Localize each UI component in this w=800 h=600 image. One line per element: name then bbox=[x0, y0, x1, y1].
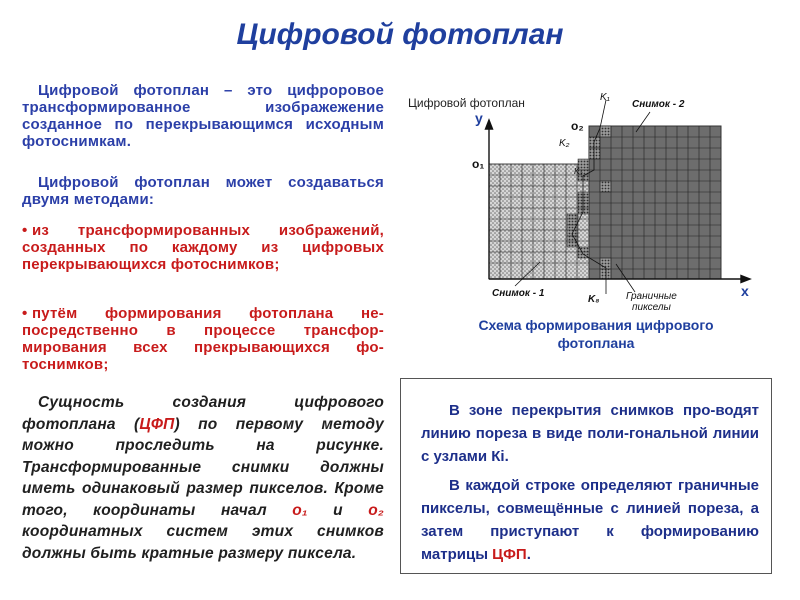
snapshot-2-label: Снимок - 2 bbox=[632, 99, 685, 110]
info-box-p2-text: В каждой строке определяют граничные пикселы, совмещённые с линией пореза, а затем приступают к формированию матрицы bbox=[421, 477, 759, 563]
info-box-paragraph-1: В зоне перекрытия снимков про-водят линию пореза в виде поли-гональной линии с узлами Кi. bbox=[421, 402, 759, 465]
bullet-icon: • bbox=[22, 305, 28, 322]
definition-text: Цифровой фотоплан – это цифроровое трансформированное изображежение созданное по перекрывающимся исходным фотоснимкам. bbox=[22, 82, 384, 150]
essence-o1: о₁ bbox=[292, 501, 308, 519]
essence-and: и bbox=[307, 501, 369, 519]
method-2-item bbox=[22, 305, 384, 373]
methods-text: Цифровой фотоплан может создаваться двумя методами: bbox=[22, 174, 384, 208]
page-title: Цифровой фотоплан bbox=[236, 18, 564, 51]
essence-text bbox=[22, 392, 384, 564]
essence-part-1: Сущность создания цифрового фотоплана ( bbox=[22, 394, 384, 433]
info-box-p2-end: . bbox=[526, 546, 531, 563]
info-box-paragraph-2 bbox=[421, 474, 759, 566]
essence-cfp: ЦФП bbox=[139, 415, 175, 433]
essence-part-2: ) по первому методу можно проследить на рисунке. Трансформированные снимки должны иметь одинаковый размер пикселов. Кроме того, координаты начал bbox=[22, 415, 384, 519]
info-box bbox=[400, 378, 772, 574]
origin-1-label: о₁ bbox=[472, 157, 485, 171]
boundary-label-2: пикселы bbox=[632, 302, 671, 313]
origin-2-label: о₂ bbox=[571, 119, 584, 133]
k3-label: K₃ bbox=[574, 167, 583, 176]
method-1-item bbox=[22, 222, 384, 273]
info-box-cfp: ЦФП bbox=[492, 546, 527, 563]
essence-o2: о₂ bbox=[368, 501, 384, 519]
diagram-header: Цифровой фотоплан bbox=[408, 96, 525, 110]
y-axis-label: y bbox=[475, 110, 483, 126]
boundary-label-1: Граничные bbox=[626, 291, 677, 302]
bullet-icon: • bbox=[22, 222, 28, 239]
k2-label: K₂ bbox=[559, 138, 570, 149]
photoplan-diagram bbox=[400, 82, 780, 352]
essence-part-3: координатных систем этих снимков должны быть кратные размеру пиксела. bbox=[22, 523, 384, 562]
snapshot-1-label: Снимок - 1 bbox=[492, 288, 545, 299]
x-axis-label: x bbox=[741, 283, 749, 299]
diagram-caption: Схема формирования цифрового фотоплана bbox=[478, 317, 714, 351]
method-2-text: путём формирования фотоплана не-посредственно в процессе трансфор-мирования всех прекрывающихся фо-тоснимков; bbox=[22, 305, 384, 373]
k8-label: K₈ bbox=[588, 294, 600, 305]
method-1-text: из трансформированных изображений, созданных по каждому из цифровых перекрывающихся фотоснимков; bbox=[22, 222, 384, 273]
k1-label: K₁ bbox=[600, 92, 610, 103]
